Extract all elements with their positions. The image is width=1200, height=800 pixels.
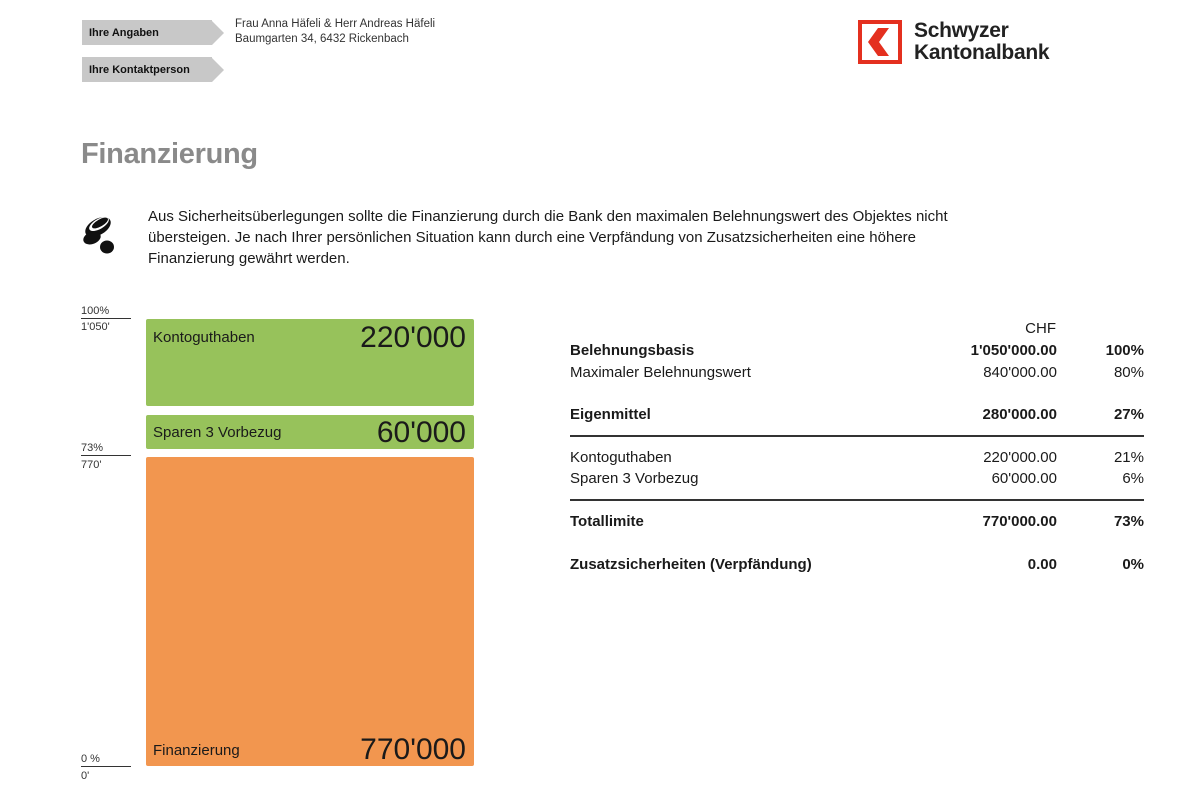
table-row: Zusatzsicherheiten (Verpfändung) 0.00 0% <box>570 556 1144 573</box>
block-label: Finanzierung <box>153 742 240 759</box>
tab-arrow-icon <box>212 58 224 82</box>
coins-icon <box>80 211 120 255</box>
table-row: Eigenmittel 280'000.00 27% <box>570 406 1144 423</box>
axis-mid-pct: 73% <box>81 442 104 454</box>
table-row: Maximaler Belehnungswert 840'000.00 80% <box>570 364 1144 381</box>
currency-header: CHF <box>1025 320 1056 337</box>
block-finanzierung <box>146 457 474 766</box>
axis-top-line <box>81 318 131 319</box>
axis-top-pct: 100% <box>81 305 110 317</box>
block-kontoguthaben <box>146 319 474 406</box>
customer-info <box>235 17 435 47</box>
axis-top-value: 1'050' <box>81 321 110 333</box>
axis-bottom-line <box>81 766 131 767</box>
tab-ihre-angaben-label: Ihre Angaben <box>82 20 212 45</box>
block-value: 60'000 <box>376 416 466 449</box>
axis-bottom-pct: 0 % <box>81 753 100 765</box>
table-row: Sparen 3 Vorbezug 60'000.00 6% <box>570 470 1144 487</box>
tab-ihre-angaben[interactable] <box>82 20 224 45</box>
axis-mid-line <box>81 455 131 456</box>
axis-mid-value: 770' <box>81 459 102 471</box>
table-row: Kontoguthaben 220'000.00 21% <box>570 449 1144 466</box>
divider <box>570 499 1144 501</box>
table-row: Totallimite 770'000.00 73% <box>570 513 1144 530</box>
info-text: Aus Sicherheitsüberlegungen sollte die Finanzierung durch die Bank den maximalen Belehnungswert des Objektes nicht übersteigen. Je nach Ihrer persönlichen Situation kann durch eine Verpfändung von Zusatzsicherheiten eine höhere Finanzierung gewährt werden. <box>148 208 948 267</box>
block-label: Sparen 3 Vorbezug <box>153 424 282 441</box>
block-value: 770'000 <box>360 733 466 766</box>
logo-line1: Schwyzer <box>914 19 1009 42</box>
page-title: Finanzierung <box>81 138 258 170</box>
tab-ihre-kontaktperson[interactable] <box>82 57 224 82</box>
block-sparen3 <box>146 415 474 449</box>
szkb-logo-icon <box>858 20 902 64</box>
axis-bottom-value: 0' <box>81 770 90 782</box>
table-header-row <box>570 320 1144 340</box>
divider <box>570 435 1144 437</box>
table-row: Belehnungsbasis 1'050'000.00 100% <box>570 342 1144 359</box>
customer-names: Frau Anna Häfeli & Herr Andreas Häfeli <box>235 18 436 30</box>
tab-ihre-kontaktperson-label: Ihre Kontaktperson <box>82 57 212 82</box>
block-label: Kontoguthaben <box>153 329 255 346</box>
block-value: 220'000 <box>360 321 466 354</box>
logo-line2: Kantonalbank <box>914 41 1050 64</box>
tab-arrow-icon <box>212 21 224 45</box>
bank-logo <box>858 20 1049 64</box>
customer-address: Baumgarten 34, 6432 Rickenbach <box>235 33 409 45</box>
